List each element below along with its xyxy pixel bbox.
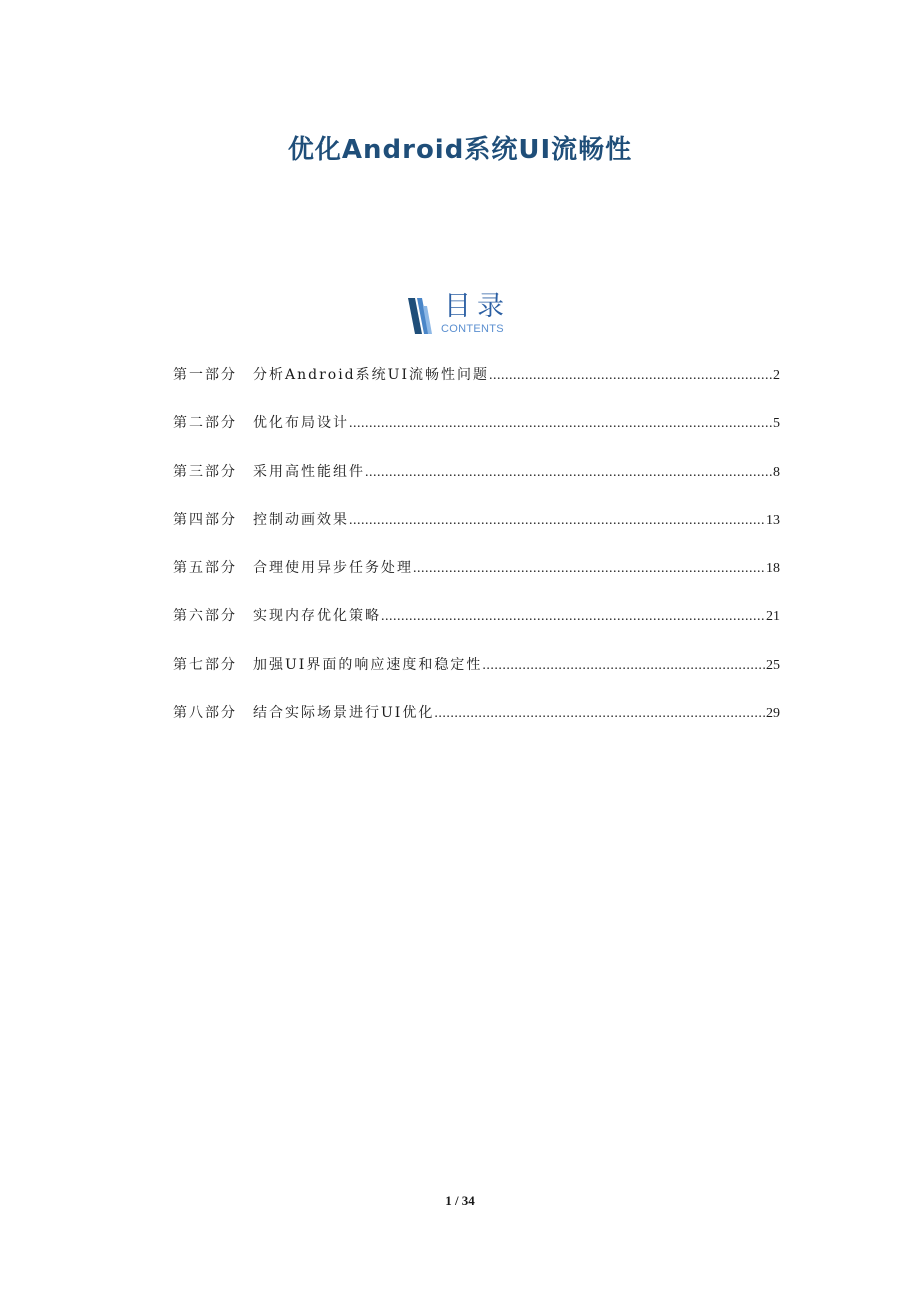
toc-page-number: 2 [773, 368, 780, 383]
toc-entry-title: 采用高性能组件 [253, 463, 365, 480]
toc-dot-leader [482, 658, 766, 674]
toc-page-number: 21 [766, 609, 780, 625]
toc-entry-title: 控制动画效果 [253, 511, 349, 528]
toc-dot-leader [434, 706, 766, 722]
slanted-bars-logo-icon [406, 296, 434, 336]
toc-dot-leader [349, 416, 773, 432]
toc-page-number: 18 [766, 561, 780, 577]
toc-entry-3[interactable] [173, 461, 780, 509]
toc-entry-2[interactable] [173, 412, 780, 460]
toc-page-number: 25 [766, 657, 780, 673]
toc-part-label: 第一部分 [173, 367, 237, 383]
toc-entry-6[interactable] [173, 605, 780, 653]
toc-entry-title: 合理使用异步任务处理 [253, 560, 413, 577]
toc-page-number: 13 [766, 512, 780, 528]
toc-subheading: CONTENTS [441, 323, 504, 335]
toc-part-label: 第六部分 [173, 608, 237, 625]
toc-entry-5[interactable] [173, 557, 780, 605]
toc-entry-4[interactable] [173, 509, 780, 557]
toc-part-label: 第二部分 [173, 415, 237, 432]
toc-entry-title: 优化布局设计 [253, 415, 349, 432]
document-title: 优化Android系统UI流畅性 [287, 135, 633, 166]
toc-entry-title: 实现内存优化策略 [253, 608, 381, 625]
toc-entry-1[interactable] [173, 364, 780, 412]
toc-page-number: 8 [773, 464, 780, 480]
toc-dot-leader [381, 609, 766, 625]
toc-entry-8[interactable] [173, 702, 780, 750]
toc-dot-leader [489, 368, 773, 384]
toc-entry-title: 加强UI界面的响应速度和稳定性 [253, 656, 483, 673]
toc-entry-title: 分析Android系统UI流畅性问题 [253, 367, 489, 383]
toc-part-label: 第五部分 [173, 560, 237, 577]
toc-dot-leader [365, 465, 773, 481]
table-of-contents [173, 364, 780, 750]
toc-part-label: 第四部分 [173, 511, 237, 528]
toc-entry-7[interactable] [173, 654, 780, 702]
toc-dot-leader [413, 561, 766, 577]
toc-page-number: 5 [773, 416, 780, 432]
toc-part-label: 第三部分 [173, 463, 237, 480]
toc-header [404, 292, 524, 340]
toc-entry-title: 结合实际场景进行UI优化 [253, 705, 435, 722]
toc-page-number: 29 [766, 706, 780, 722]
toc-part-label: 第八部分 [173, 705, 237, 722]
page-number-footer: 1 / 34 [445, 1193, 475, 1208]
toc-heading: 目录 [444, 291, 510, 322]
toc-dot-leader [349, 513, 766, 529]
toc-part-label: 第七部分 [173, 656, 237, 673]
